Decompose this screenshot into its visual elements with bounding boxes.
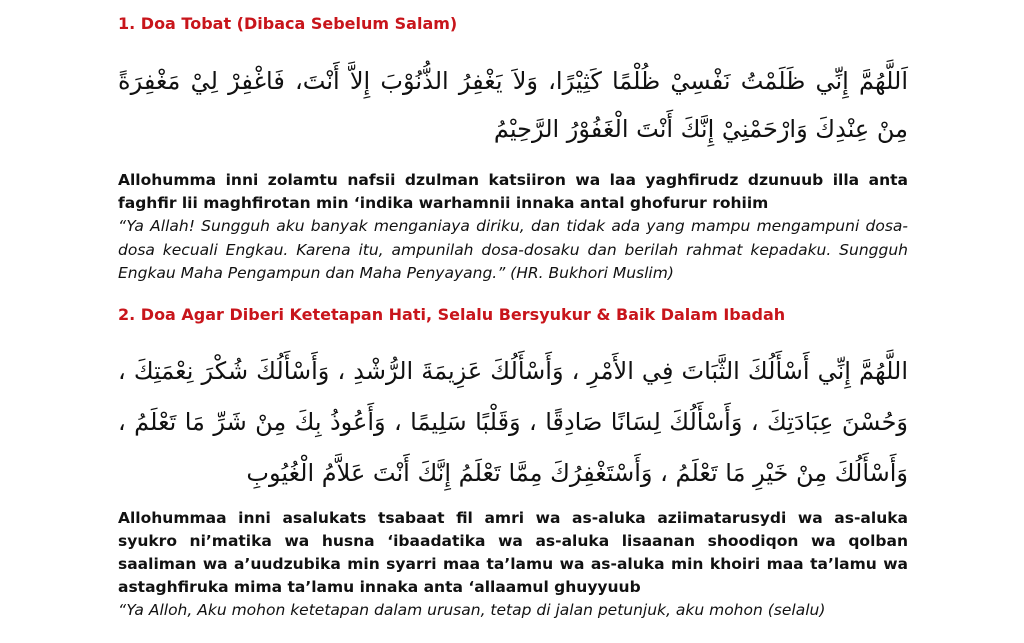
section-2-arabic-text: اللَّهُمَّ إِنِّي أَسْأَلُكَ الثَّبَاتَ فِي الأَمْرِ ، وَأَسْأَلُكَ عَزِيمَةَ الرُّشْدِ ، وَأَسْأَلُكَ شُكْرَ نِعْمَتِكَ ، وَحُسْنَ عِبَادَتِكَ ، وَأَسْأَلُكَ لِسَانًا صَادِقًا ، وَقَلْبًا سَلِيمًا ، وَأَعُوذُ بِكَ مِنْ شَرِّ مَا تَعْلَمُ ، وَأَسْأَلُكَ مِنْ خَيْرِ مَا تَعْلَمُ ، وَأَسْتَغْفِرُكَ مِمَّا تَعْلَمُ إِنَّكَ أَنْتَ عَلاَّمُ الْغُيُوبِ — [118, 356, 908, 487]
section-1-heading: 1. Doa Tobat (Dibaca Sebelum Salam) — [118, 14, 458, 33]
section-2-transliteration: Allohummaa inni asalukats tsabaat fil amri wa as-aluka aziimatarusydi wa as-aluka syukro ni’matika wa husna ‘ibaadatika wa as-aluka lisaanan shoodiqon wa qolban saaliman wa a’uudzubika min syarri maa ta’lamu wa as-aluka min khoiri maa ta’lamu wa astaghfiruka mima ta’lamu innaka anta ‘allaamul ghuyyuub — [118, 508, 908, 596]
section-1-translation: “Ya Allah! Sungguh aku banyak menganiaya diriku, dan tidak ada yang mampu mengampuni dosa-dosa kecuali Engkau. Karena itu, ampunilah dosa-dosaku dan berilah rahmat kepadaku. Sungguh Engkau Maha Pengampun dan Maha Penyayang.” (HR. Bukhori Muslim) — [118, 217, 908, 282]
section-doa-tobat — [118, 13, 908, 286]
section-2-translation: “Ya Alloh, Aku mohon ketetapan dalam urusan, tetap di jalan petunjuk, aku mohon (selalu) — [118, 600, 826, 619]
section-2-heading: 2. Doa Agar Diberi Ketetapan Hati, Selalu Bersyukur & Baik Dalam Ibadah — [118, 304, 786, 324]
section-1-transliteration: Allohumma inni zolamtu nafsii dzulman katsiiron wa laa yaghfirudz dzunuub illa anta faghfir lii maghfirotan min ‘indika warhamnii innaka antal ghofurur rohiim — [118, 171, 908, 212]
section-1-arabic-text: اَللَّهُمَّ إِنِّي ظَلَمْتُ نَفْسِيْ ظُلْمًا كَثِيْرًا، وَلاَ يَغْفِرُ الذُّنُوْبَ إِلاَّ أَنْتَ، فَاغْفِرْ لِيْ مَغْفِرَةً مِنْ عِنْدِكَ وَارْحَمْنِيْ إِنَّكَ أَنْتَ الْغَفُوْرُ الرَّحِيْمُ — [118, 67, 908, 143]
section-doa-ketetapan-hati — [118, 304, 908, 623]
document-page — [118, 8, 908, 622]
